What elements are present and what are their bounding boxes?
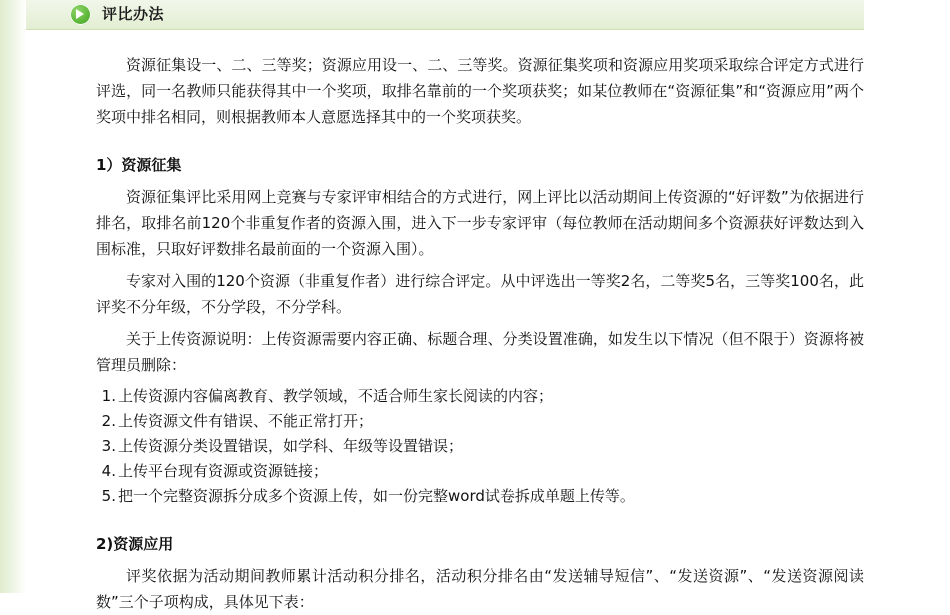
list-item-text: 上传资源内容偏离教育、教学领域，不适合师生家长阅读的内容；: [118, 387, 554, 405]
list-item: [96, 409, 864, 434]
list-item: [96, 434, 864, 459]
list-item-number: 3 .: [96, 434, 116, 459]
document-content: [0, 30, 950, 615]
body-column: [96, 30, 864, 615]
list-item: [96, 384, 864, 409]
list-item-number: 1 .: [96, 384, 116, 409]
intro-paragraph: 资源征集设一、二、三等奖；资源应用设一、二、三等奖。资源征集奖项和资源应用奖项采取综合评定方式进行评选，同一名教师只能获得其中一个奖项，取排名靠前的一个奖项获奖；如某位教师在“资源征集”和“资源应用”两个奖项中排名相同，则根据教师本人意愿选择其中的一个奖项获奖。: [96, 56, 864, 126]
list-item-number: 4 .: [96, 459, 116, 484]
list-item-text: 上传资源文件有错误、不能正常打开；: [118, 412, 374, 430]
list-item: [96, 459, 864, 484]
spacer: [96, 509, 864, 531]
section-1-title: 1）资源征集: [96, 156, 182, 174]
rules-list: [96, 384, 864, 509]
list-item-text: 上传平台现有资源或资源链接；: [118, 462, 329, 480]
section-1-paragraph-1: 资源征集评比采用网上竞赛与专家评审相结合的方式进行，网上评比以活动期间上传资源的“好评数”为依据进行排名，取排名前120个非重复作者的资源入围，进入下一步专家评审（每位教师在活动期间多个资源获好评数达到入围标准，只取好评数排名最前面的一个资源入围）。: [96, 188, 864, 258]
section-1-paragraph-2: 专家对入围的120个资源（非重复作者）进行综合评定。从中评选出一等奖2名，二等奖5名，三等奖100名，此评奖不分年级，不分学段，不分学科。: [96, 272, 864, 316]
list-item-number: 2 .: [96, 409, 116, 434]
section-title: 评比办法: [102, 5, 165, 23]
list-item-text: 上传资源分类设置错误，如学科、年级等设置错误；: [118, 437, 464, 455]
section-header: [0, 0, 950, 30]
spacer: [96, 30, 864, 52]
section-1-paragraph-3: 关于上传资源说明：上传资源需要内容正确、标题合理、分类设置准确，如发生以下情况（但不限于）资源将被管理员删除：: [96, 330, 864, 374]
section-2-title: 2)资源应用: [96, 535, 174, 553]
list-item: [96, 484, 864, 509]
section-2-paragraph-1: 评奖依据为活动期间教师累计活动积分排名，活动积分排名由“发送辅导短信”、“发送资源”、“发送资源阅读数”三个子项构成，具体见下表：: [96, 567, 864, 611]
list-item-number: 5 .: [96, 484, 116, 509]
list-item-text: 把一个完整资源拆分成多个资源上传，如一份完整word试卷拆成单题上传等。: [118, 487, 635, 505]
circle-arrow-right-icon: [70, 4, 91, 25]
spacer: [96, 130, 864, 152]
